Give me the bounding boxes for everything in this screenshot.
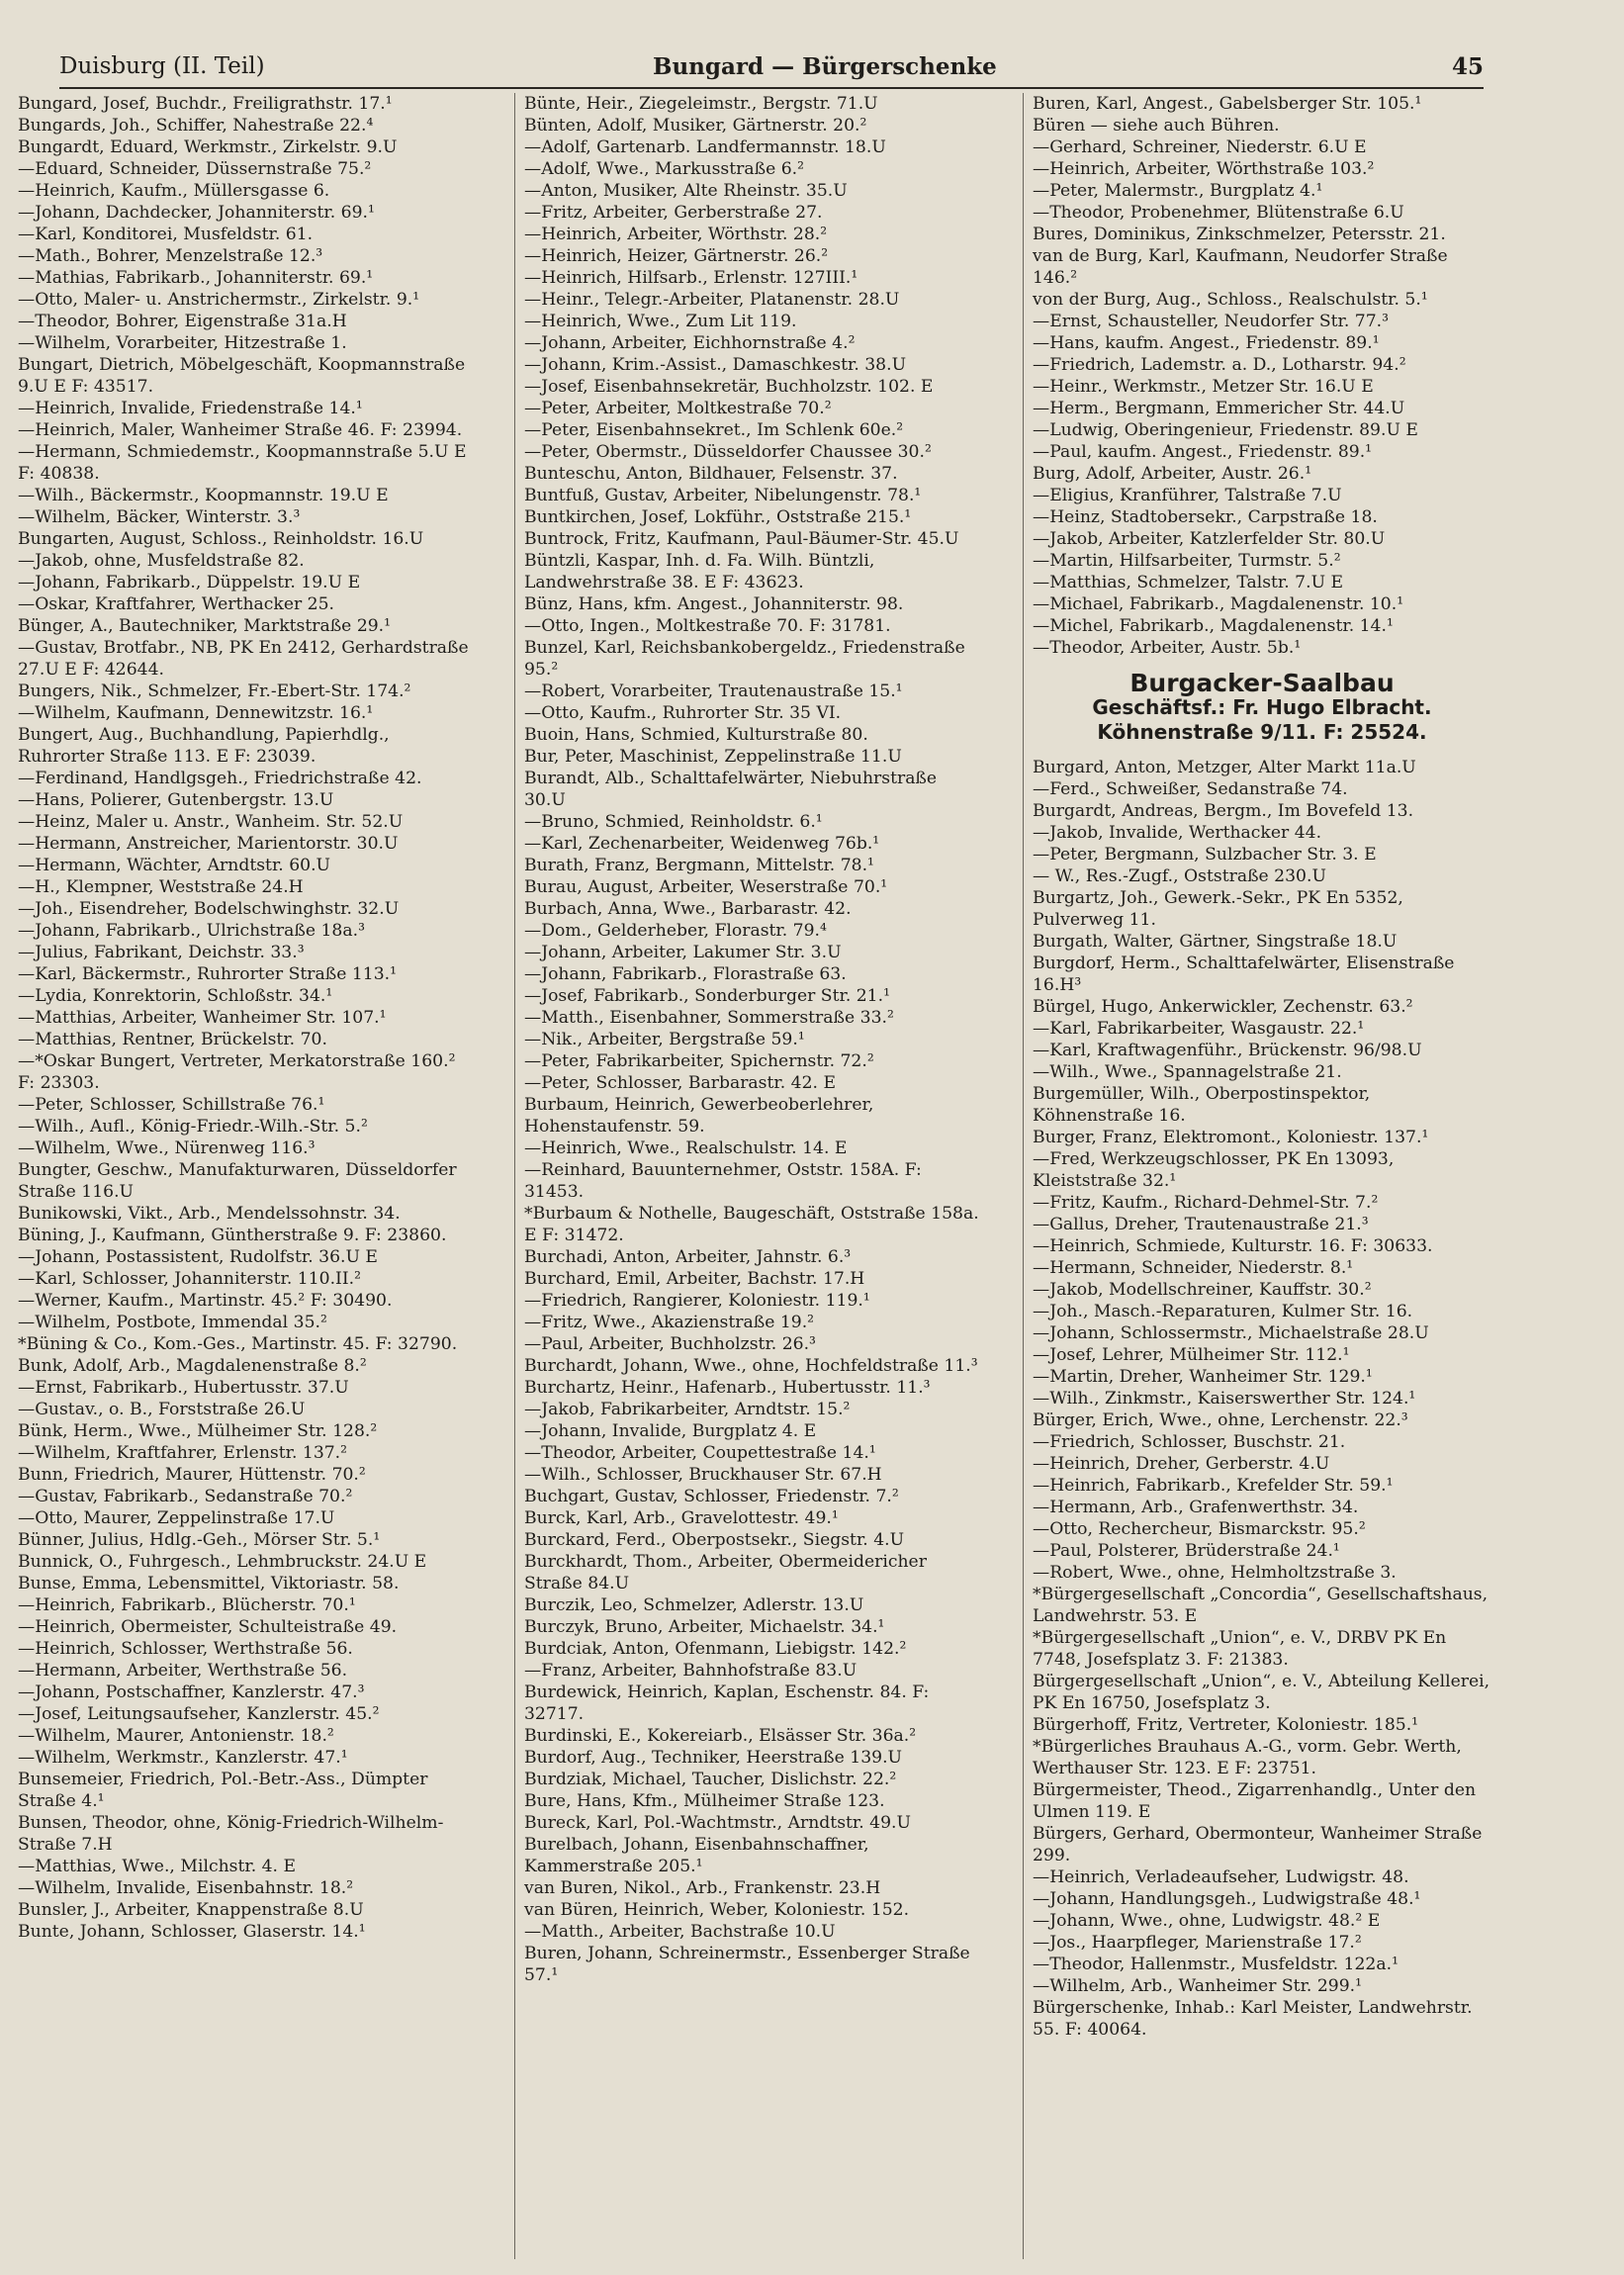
directory-entry: —Johann, Invalide, Burgplatz 4. E (524, 1421, 817, 1441)
directory-entry: —Wilhelm, Arb., Wanheimer Str. 299.¹ (1033, 1976, 1362, 1996)
directory-entry: —Robert, Vorarbeiter, Trautenaustraße 15.¹ (524, 682, 903, 701)
directory-entry: —Wilh., Zinkmstr., Kaiserswerther Str. 124.¹ (1033, 1389, 1416, 1409)
directory-entry: —Peter, Arbeiter, Moltkestraße 70.² (524, 399, 832, 418)
directory-entry: Bunk, Adolf, Arb., Magdalenenstraße 8.² (18, 1356, 367, 1376)
directory-entry: —Heinrich, Fabrikarb., Krefelder Str. 59.¹ (1033, 1476, 1394, 1496)
directory-entry: —Johann, Postassistent, Rudolfstr. 36.U E (18, 1247, 378, 1267)
directory-entry: Bürgerhoff, Fritz, Vertreter, Koloniestr. 185.¹ (1033, 1715, 1419, 1735)
directory-entry: —Wilhelm, Werkmstr., Kanzlerstr. 47.¹ (18, 1748, 348, 1768)
directory-entry: —Eduard, Schneider, Düssernstraße 75.² (18, 159, 372, 179)
directory-entry: —Heinrich, Fabrikarb., Blücherstr. 70.¹ (18, 1595, 356, 1615)
directory-entry: —Wilhelm, Vorarbeiter, Hitzestraße 1. (18, 333, 347, 353)
directory-entry: —Michael, Fabrikarb., Magdalenenstr. 10.¹ (1033, 594, 1404, 614)
directory-entry: —Dom., Gelderheber, Florastr. 79.⁴ (524, 921, 827, 941)
directory-entry: —Heinrich, Dreher, Gerberstr. 4.U (1033, 1454, 1330, 1474)
directory-entry: van Büren, Heinrich, Weber, Koloniestr. 152. (524, 1900, 910, 1920)
directory-entry: —Ferdinand, Handlgsgeh., Friedrichstraße 42. (18, 769, 422, 788)
directory-entry: —Matthias, Rentner, Brückelstr. 70. (18, 1030, 327, 1049)
directory-entry: Bunse, Emma, Lebensmittel, Viktoriastr. 58. (18, 1574, 400, 1593)
directory-entry: Burczyk, Bruno, Arbeiter, Michaelstr. 34.¹ (524, 1617, 885, 1637)
directory-entry: —Hermann, Wächter, Arndtstr. 60.U (18, 856, 331, 875)
directory-entry: —Paul, Arbeiter, Buchholzstr. 26.³ (524, 1334, 816, 1354)
directory-entry: —Otto, Rechercheur, Bismarckstr. 95.² (1033, 1519, 1366, 1539)
directory-entry: —Heinrich, Wwe., Zum Lit 119. (524, 312, 797, 331)
directory-entry: Burger, Franz, Elektromont., Koloniestr. 137.¹ (1033, 1128, 1429, 1147)
directory-entry: —Jakob, ohne, Musfeldstraße 82. (18, 551, 305, 571)
directory-entry: —Matthias, Schmelzer, Talstr. 7.U E (1033, 573, 1344, 592)
directory-entry: Burczik, Leo, Schmelzer, Adlerstr. 13.U (524, 1595, 864, 1615)
header-city: Duisburg (II. Teil) (59, 53, 265, 79)
directory-entry: —Bruno, Schmied, Reinholdstr. 6.¹ (524, 812, 823, 832)
directory-entry: —Matthias, Arbeiter, Wanheimer Str. 107.¹ (18, 1008, 387, 1028)
directory-entry: —Fritz, Wwe., Akazienstraße 19.² (524, 1313, 815, 1332)
directory-entry: Bungards, Joh., Schiffer, Nahestraße 22.⁴ (18, 116, 374, 136)
directory-entry: —Matth., Eisenbahner, Sommerstraße 33.² (524, 1008, 894, 1028)
directory-entry: —Johann, Arbeiter, Eichhornstraße 4.² (524, 333, 856, 353)
directory-entry: Bunn, Friedrich, Maurer, Hüttenstr. 70.² (18, 1465, 366, 1485)
advertisement-block (1033, 671, 1491, 745)
directory-entry: —Joh., Eisendreher, Bodelschwinghstr. 32.U (18, 899, 400, 919)
directory-entry: Burckard, Ferd., Oberpostsekr., Siegstr. 4.U (524, 1530, 905, 1550)
directory-entry: —Ernst, Fabrikarb., Hubertusstr. 37.U (18, 1378, 349, 1398)
block-spacer (1033, 745, 1491, 757)
directory-entry: —Josef, Eisenbahnsekretär, Buchholzstr. 102. E (524, 377, 934, 397)
directory-entry: Bünger, A., Bautechniker, Marktstraße 29.¹ (18, 616, 392, 636)
directory-entry: —Karl, Konditorei, Musfeldstr. 61. (18, 225, 314, 244)
directory-entry: —Karl, Fabrikarbeiter, Wasgaustr. 22.¹ (1033, 1019, 1365, 1039)
directory-entry: —Johann, Handlungsgeh., Ludwigstraße 48.¹ (1033, 1889, 1421, 1909)
directory-entry: —Johann, Arbeiter, Lakumer Str. 3.U (524, 943, 842, 962)
directory-entry: —Matthias, Wwe., Milchstr. 4. E (18, 1857, 297, 1876)
directory-entry: —Theodor, Bohrer, Eigenstraße 31a.H (18, 312, 347, 331)
directory-entry: —Martin, Dreher, Wanheimer Str. 129.¹ (1033, 1367, 1373, 1387)
directory-entry: —Wilhelm, Bäcker, Winterstr. 3.³ (18, 507, 301, 527)
directory-entry: Bur, Peter, Maschinist, Zeppelinstraße 11.U (524, 747, 902, 767)
directory-entry: —Karl, Bäckermstr., Ruhrorter Straße 113.¹ (18, 964, 397, 984)
directory-entry: —Heinrich, Heizer, Gärtnerstr. 26.² (524, 246, 829, 266)
directory-entry: —Hermann, Schneider, Niederstr. 8.¹ (1033, 1258, 1354, 1278)
directory-entry: —Wilhelm, Postbote, Immendal 35.² (18, 1313, 327, 1332)
directory-entry: —Otto, Maler- u. Anstrichermstr., Zirkelstr. 9.¹ (18, 290, 420, 310)
directory-entry: Bungard, Josef, Buchdr., Freiligrathstr. 17.¹ (18, 94, 393, 114)
directory-entry: —Josef, Fabrikarb., Sonderburger Str. 21.¹ (524, 986, 890, 1006)
directory-column-3-upper (1033, 93, 1491, 659)
directory-entry: —Heinz, Maler u. Anstr., Wanheim. Str. 52.U (18, 812, 404, 832)
directory-entry: Burdciak, Anton, Ofenmann, Liebigstr. 142.² (524, 1639, 907, 1659)
directory-entry: —Theodor, Hallenmstr., Musfeldstr. 122a.¹ (1033, 1955, 1398, 1974)
directory-entry: Buntkirchen, Josef, Lokführ., Oststraße 215.¹ (524, 507, 912, 527)
directory-entry: —Werner, Kaufm., Martinstr. 45.² F: 30490. (18, 1291, 393, 1311)
directory-entry: Bürgerschenke, Inhab.: Karl Meister, Landwehrstr. 55. F: 40064. (1033, 1998, 1473, 2040)
directory-entry: Bürgers, Gerhard, Obermonteur, Wanheimer Straße 299. (1033, 1824, 1483, 1866)
directory-entry: —Peter, Obermstr., Düsseldorfer Chaussee 30.² (524, 442, 932, 462)
directory-entry: Buren, Johann, Schreinermstr., Essenberger Straße 57.¹ (524, 1944, 970, 1985)
directory-entry: —Mathias, Fabrikarb., Johanniterstr. 69.¹ (18, 268, 374, 288)
directory-entry: —Wilhelm, Kaufmann, Dennewitzstr. 16.¹ (18, 703, 374, 723)
directory-entry: —Jakob, Arbeiter, Katzlerfelder Str. 80.U (1033, 529, 1386, 549)
directory-entry: van Buren, Nikol., Arb., Frankenstr. 23.H (524, 1878, 881, 1898)
directory-entry: Burgath, Walter, Gärtner, Singstraße 18.U (1033, 932, 1398, 952)
directory-entry: —Peter, Eisenbahnsekret., Im Schlenk 60e.² (524, 420, 904, 440)
directory-entry: von der Burg, Aug., Schloss., Realschulstr. 5.¹ (1033, 290, 1428, 310)
directory-entry: van de Burg, Karl, Kaufmann, Neudorfer Straße 146.² (1033, 246, 1448, 288)
directory-entry: —Jakob, Fabrikarbeiter, Arndtstr. 15.² (524, 1400, 851, 1419)
directory-entry: —Jakob, Invalide, Werthacker 44. (1033, 823, 1322, 843)
directory-entry: Burelbach, Johann, Eisenbahnschaffner, Kammerstraße 205.¹ (524, 1835, 869, 1876)
directory-entry: —Peter, Schlosser, Barbarastr. 42. E (524, 1073, 836, 1093)
ad-address: Köhnenstraße 9/11. F: 25524. (1097, 720, 1427, 744)
directory-entry: —Wilh., Aufl., König-Friedr.-Wilh.-Str. 5.² (18, 1117, 368, 1137)
directory-entry: —Johann, Fabrikarb., Düppelstr. 19.U E (18, 573, 361, 592)
directory-entry: Bünk, Herm., Wwe., Mülheimer Str. 128.² (18, 1421, 378, 1441)
directory-entry: —Heinrich, Kaufm., Müllersgasse 6. (18, 181, 330, 201)
directory-entry: Bünz, Hans, kfm. Angest., Johanniterstr. 98. (524, 594, 904, 614)
directory-entry: —Wilhelm, Kraftfahrer, Erlenstr. 137.² (18, 1443, 348, 1463)
directory-entry: Burchadi, Anton, Arbeiter, Jahnstr. 6.³ (524, 1247, 852, 1267)
directory-entry: Bunikowski, Vikt., Arb., Mendelssohnstr. 34. (18, 1204, 401, 1224)
directory-entry: Büren — siehe auch Bühren. (1033, 116, 1280, 136)
directory-entry: —Michel, Fabrikarb., Magdalenenstr. 14.¹ (1033, 616, 1394, 636)
directory-entry: *Bürgergesellschaft „Concordia“, Gesellschaftshaus, Landwehrstr. 53. E (1033, 1585, 1489, 1626)
directory-entry: —Peter, Schlosser, Schillstraße 76.¹ (18, 1095, 325, 1115)
directory-entry: —Ludwig, Oberingenieur, Friedenstr. 89.U E (1033, 420, 1418, 440)
directory-entry: *Bürgerliches Brauhaus A.-G., vorm. Gebr. Werth, Werthauser Str. 123. E F: 23751. (1033, 1737, 1462, 1778)
directory-entry: Bunteschu, Anton, Bildhauer, Felsenstr. 37. (524, 464, 898, 484)
directory-entry: Burck, Karl, Arb., Gravelottestr. 49.¹ (524, 1508, 839, 1528)
directory-entry: —Johann, Postschaffner, Kanzlerstr. 47.³ (18, 1683, 365, 1702)
directory-entry: —Fritz, Arbeiter, Gerberstraße 27. (524, 203, 823, 223)
directory-entry: Burgdorf, Herm., Schalttafelwärter, Elisenstraße 16.H³ (1033, 954, 1455, 995)
directory-entry: —Fritz, Kaufm., Richard-Dehmel-Str. 7.² (1033, 1193, 1379, 1213)
directory-entry: —Hermann, Anstreicher, Marientorstr. 30.U (18, 834, 399, 854)
directory-entry: Burau, August, Arbeiter, Weserstraße 70.¹ (524, 877, 888, 897)
directory-entry: Bunnick, O., Fuhrgesch., Lehmbruckstr. 24.U E (18, 1552, 427, 1572)
directory-entry: —Otto, Kaufm., Ruhrorter Str. 35 VI. (524, 703, 842, 723)
directory-entry: Bünte, Heir., Ziegeleimstr., Bergstr. 71.U (524, 94, 878, 114)
ad-manager: Geschäftsf.: Fr. Hugo Elbracht. (1092, 695, 1432, 719)
directory-entry: —Wilhelm, Invalide, Eisenbahnstr. 18.² (18, 1878, 354, 1898)
directory-entry: —Johann, Wwe., ohne, Ludwigstr. 48.² E (1033, 1911, 1381, 1931)
directory-entry: Bunsemeier, Friedrich, Pol.-Betr.-Ass., Dümpter Straße 4.¹ (18, 1770, 428, 1811)
directory-entry: —Gustav, Brotfabr., NB, PK En 2412, Gerhardstraße 27.U E F: 42644. (18, 638, 469, 680)
directory-entry: Bunsen, Theodor, ohne, König-Friedrich-Wilhelm-Straße 7.H (18, 1813, 444, 1855)
directory-entry: —Karl, Zechenarbeiter, Weidenweg 76b.¹ (524, 834, 880, 854)
directory-entry: —Heinr., Telegr.-Arbeiter, Platanenstr. 28.U (524, 290, 900, 310)
directory-entry: Burchartz, Heinr., Hafenarb., Hubertusstr. 11.³ (524, 1378, 931, 1398)
directory-entry: —Johann, Krim.-Assist., Damaschkestr. 38.U (524, 355, 907, 375)
directory-entry: —Jakob, Modellschreiner, Kauffstr. 30.² (1033, 1280, 1372, 1300)
directory-entry: Burdziak, Michael, Taucher, Dislichstr. 22.² (524, 1770, 897, 1789)
directory-entry: —Ferd., Schweißer, Sedanstraße 74. (1033, 779, 1348, 799)
directory-entry: Buren, Karl, Angest., Gabelsberger Str. 105.¹ (1033, 94, 1422, 114)
directory-entry: —Hans, kaufm. Angest., Friedenstr. 89.¹ (1033, 333, 1380, 353)
directory-entry: —Friedrich, Lademstr. a. D., Lotharstr. 94.² (1033, 355, 1406, 375)
directory-entry: —Theodor, Arbeiter, Austr. 5b.¹ (1033, 638, 1302, 658)
directory-entry: Buntrock, Fritz, Kaufmann, Paul-Bäumer-Str. 45.U (524, 529, 959, 549)
directory-entry: —Matth., Arbeiter, Bachstraße 10.U (524, 1922, 836, 1942)
directory-entry: Bure, Hans, Kfm., Mülheimer Straße 123. (524, 1791, 885, 1811)
directory-entry: —Heinrich, Wwe., Realschulstr. 14. E (524, 1138, 848, 1158)
directory-entry: —Reinhard, Bauunternehmer, Oststr. 158A. F: 31453. (524, 1160, 922, 1202)
directory-entry: —Wilh., Bäckermstr., Koopmannstr. 19.U E (18, 486, 389, 505)
directory-entry: Burdewick, Heinrich, Kaplan, Eschenstr. 84. F: 32717. (524, 1683, 930, 1724)
directory-entry: —Hans, Polierer, Gutenbergstr. 13.U (18, 790, 334, 810)
directory-entry: Bungardt, Eduard, Werkmstr., Zirkelstr. 9.U (18, 137, 398, 157)
directory-entry: —Peter, Malermstr., Burgplatz 4.¹ (1033, 181, 1323, 201)
directory-entry: —Heinrich, Arbeiter, Wörthstraße 103.² (1033, 159, 1375, 179)
directory-entry: —Johann, Fabrikarb., Ulrichstraße 18a.³ (18, 921, 365, 941)
column-divider (1023, 93, 1024, 2259)
directory-entry: Bungter, Geschw., Manufakturwaren, Düsseldorfer Straße 116.U (18, 1160, 457, 1202)
directory-entry: Buchgart, Gustav, Schlosser, Friedenstr. 7.² (524, 1487, 899, 1506)
directory-entry: Burg, Adolf, Arbeiter, Austr. 26.¹ (1033, 464, 1312, 484)
directory-entry: —Fred, Werkzeugschlosser, PK En 13093, Kleiststraße 32.¹ (1033, 1149, 1395, 1191)
directory-entry: —Johann, Dachdecker, Johanniterstr. 69.¹ (18, 203, 375, 223)
page-number: 45 (1451, 53, 1484, 80)
directory-column-1 (18, 93, 477, 1943)
directory-entry: —Otto, Maurer, Zeppelinstraße 17.U (18, 1508, 335, 1528)
directory-entry: —Math., Bohrer, Menzelstraße 12.³ (18, 246, 323, 266)
directory-entry: Bungarten, August, Schloss., Reinholdstr. 16.U (18, 529, 424, 549)
directory-entry: —Karl, Schlosser, Johanniterstr. 110.II.² (18, 1269, 361, 1289)
directory-entry: —Theodor, Probenehmer, Blütenstraße 6.U (1033, 203, 1404, 223)
directory-column-2 (524, 93, 983, 1986)
directory-entry: —Wilh., Wwe., Spannagelstraße 21. (1033, 1062, 1342, 1082)
directory-entry: Bürgel, Hugo, Ankerwickler, Zechenstr. 63.² (1033, 997, 1413, 1017)
directory-entry: —Johann, Fabrikarb., Florastraße 63. (524, 964, 847, 984)
directory-entry: Bürgergesellschaft „Union“, e. V., Abteilung Kellerei, PK En 16750, Josefsplatz 3. (1033, 1672, 1490, 1713)
directory-column-3 (1033, 93, 1491, 2041)
directory-entry: —Heinrich, Schmiede, Kulturstr. 16. F: 30633. (1033, 1236, 1433, 1256)
directory-entry: *Büning & Co., Kom.-Ges., Martinstr. 45. F: 32790. (18, 1334, 458, 1354)
directory-entry: Bureck, Karl, Pol.-Wachtmstr., Arndtstr. 49.U (524, 1813, 911, 1833)
directory-entry: Bungart, Dietrich, Möbelgeschäft, Koopmannstraße 9.U E F: 43517. (18, 355, 466, 397)
directory-entry: —Karl, Kraftwagenführ., Brückenstr. 96/98.U (1033, 1041, 1422, 1060)
directory-entry: Burgard, Anton, Metzger, Alter Markt 11a.U (1033, 758, 1416, 777)
directory-entry: *Burbaum & Nothelle, Baugeschäft, Oststraße 158a. E F: 31472. (524, 1204, 979, 1245)
directory-entry: —Julius, Fabrikant, Deichstr. 33.³ (18, 943, 305, 962)
directory-entry: —Josef, Lehrer, Mülheimer Str. 112.¹ (1033, 1345, 1350, 1365)
directory-entry: Burdinski, E., Kokereiarb., Elsässer Str. 36a.² (524, 1726, 917, 1746)
directory-entry: Buoin, Hans, Schmied, Kulturstraße 80. (524, 725, 868, 745)
header-range: Bungard — Bürgerschenke (653, 53, 997, 80)
directory-entry: Burckhardt, Thom., Arbeiter, Obermeidericher Straße 84.U (524, 1552, 927, 1593)
ad-title: Burgacker-Saalbau (1129, 669, 1395, 697)
directory-entry: Burandt, Alb., Schalttafelwärter, Niebuhrstraße 30.U (524, 769, 938, 810)
directory-entry: —Heinz, Stadtobersekr., Carpstraße 18. (1033, 507, 1378, 527)
directory-entry: —Wilhelm, Maurer, Antonienstr. 18.² (18, 1726, 334, 1746)
directory-entry: —Robert, Wwe., ohne, Helmholtzstraße 3. (1033, 1563, 1397, 1583)
directory-entry: —Franz, Arbeiter, Bahnhofstraße 83.U (524, 1661, 857, 1681)
directory-entry: —Wilh., Schlosser, Bruckhauser Str. 67.H (524, 1465, 882, 1485)
directory-entry: —Martin, Hilfsarbeiter, Turmstr. 5.² (1033, 551, 1341, 571)
column-divider (514, 93, 515, 2259)
directory-entry: —Heinrich, Obermeister, Schulteistraße 49. (18, 1617, 398, 1637)
directory-entry: Bunzel, Karl, Reichsbankobergeldz., Friedenstraße 95.² (524, 638, 965, 680)
page-header (59, 47, 1484, 89)
directory-entry: —Adolf, Wwe., Markusstraße 6.² (524, 159, 805, 179)
directory-entry: —Johann, Schlossermstr., Michaelstraße 28.U (1033, 1323, 1429, 1343)
directory-entry: —Nik., Arbeiter, Bergstraße 59.¹ (524, 1030, 805, 1049)
directory-entry: —Heinr., Werkmstr., Metzer Str. 16.U E (1033, 377, 1374, 397)
directory-column-3-lower (1033, 757, 1491, 2041)
directory-entry: —Lydia, Konrektorin, Schloßstr. 34.¹ (18, 986, 333, 1006)
directory-entry: Bürger, Erich, Wwe., ohne, Lerchenstr. 22.³ (1033, 1410, 1408, 1430)
directory-entry: Bürgermeister, Theod., Zigarrenhandlg., Unter den Ulmen 119. E (1033, 1780, 1477, 1822)
directory-entry: Burdorf, Aug., Techniker, Heerstraße 139.U (524, 1748, 903, 1768)
directory-entry: —Heinrich, Hilfsarb., Erlenstr. 127III.¹ (524, 268, 858, 288)
directory-entry: —Friedrich, Rangierer, Koloniestr. 119.¹ (524, 1291, 870, 1311)
directory-entry: Burgardt, Andreas, Bergm., Im Bovefeld 13. (1033, 801, 1414, 821)
directory-entry: —H., Klempner, Weststraße 24.H (18, 877, 304, 897)
directory-entry: Bures, Dominikus, Zinkschmelzer, Petersstr. 21. (1033, 225, 1446, 244)
directory-entry: Burath, Franz, Bergmann, Mittelstr. 78.¹ (524, 856, 874, 875)
directory-entry: —Anton, Musiker, Alte Rheinstr. 35.U (524, 181, 848, 201)
directory-entry: —Peter, Fabrikarbeiter, Spichernstr. 72.² (524, 1051, 874, 1071)
directory-entry: —Hermann, Arbeiter, Werthstraße 56. (18, 1661, 348, 1681)
directory-entry: —Ernst, Schausteller, Neudorfer Str. 77.³ (1033, 312, 1389, 331)
directory-entry: Burgemüller, Wilh., Oberpostinspektor, Köhnenstraße 16. (1033, 1084, 1371, 1126)
directory-entry: —Joh., Masch.-Reparaturen, Kulmer Str. 16. (1033, 1302, 1413, 1321)
directory-entry: —Heinrich, Verladeaufseher, Ludwigstr. 48. (1033, 1867, 1409, 1887)
directory-entry: —Hermann, Schmiedemstr., Koopmannstraße 5.U E F: 40838. (18, 442, 467, 484)
directory-entry: Bungers, Nik., Schmelzer, Fr.-Ebert-Str. 174.² (18, 682, 411, 701)
directory-entry: —Theodor, Arbeiter, Coupettestraße 14.¹ (524, 1443, 876, 1463)
directory-entry: Burbaum, Heinrich, Gewerbeoberlehrer, Hohenstaufenstr. 59. (524, 1095, 874, 1137)
directory-entry: —Eligius, Kranführer, Talstraße 7.U (1033, 486, 1342, 505)
directory-entry: Bunsler, J., Arbeiter, Knappenstraße 8.U (18, 1900, 364, 1920)
directory-entry: —Wilhelm, Wwe., Nürenweg 116.³ (18, 1138, 316, 1158)
directory-entry: Burgartz, Joh., Gewerk.-Sekr., PK En 5352, Pulverweg 11. (1033, 888, 1403, 930)
directory-entry: —*Oskar Bungert, Vertreter, Merkatorstraße 160.² F: 23303. (18, 1051, 456, 1093)
directory-entry: Burbach, Anna, Wwe., Barbarastr. 42. (524, 899, 852, 919)
directory-entry: —Gerhard, Schreiner, Niederstr. 6.U E (1033, 137, 1367, 157)
directory-entry: Büntzli, Kaspar, Inh. d. Fa. Wilh. Büntzli, Landwehrstraße 38. E F: 43623. (524, 551, 875, 592)
directory-entry: —Adolf, Gartenarb. Landfermannstr. 18.U (524, 137, 886, 157)
directory-entry: Bünner, Julius, Hdlg.-Geh., Mörser Str. 5.¹ (18, 1530, 381, 1550)
directory-entry: — W., Res.-Zugf., Oststraße 230.U (1033, 866, 1326, 886)
directory-entry: —Peter, Bergmann, Sulzbacher Str. 3. E (1033, 845, 1377, 864)
directory-entry: Burchardt, Johann, Wwe., ohne, Hochfeldstraße 11.³ (524, 1356, 978, 1376)
directory-entry: —Herm., Bergmann, Emmericher Str. 44.U (1033, 399, 1405, 418)
directory-entry: Bungert, Aug., Buchhandlung, Papierhdlg., Ruhrorter Straße 113. E F: 23039. (18, 725, 390, 767)
directory-entry: —Hermann, Arb., Grafenwerthstr. 34. (1033, 1498, 1359, 1517)
directory-entry: —Josef, Leitungsaufseher, Kanzlerstr. 45.² (18, 1704, 380, 1724)
directory-entry: —Heinrich, Schlosser, Werthstraße 56. (18, 1639, 353, 1659)
directory-entry: Burchard, Emil, Arbeiter, Bachstr. 17.H (524, 1269, 865, 1289)
directory-entry: —Jos., Haarpfleger, Marienstraße 17.² (1033, 1933, 1362, 1953)
directory-entry: —Heinrich, Invalide, Friedenstraße 14.¹ (18, 399, 363, 418)
directory-entry: Bünten, Adolf, Musiker, Gärtnerstr. 20.² (524, 116, 867, 136)
directory-entry: —Gustav, Fabrikarb., Sedanstraße 70.² (18, 1487, 353, 1506)
directory-entry: —Heinrich, Maler, Wanheimer Straße 46. F: 23994. (18, 420, 463, 440)
directory-entry: —Oskar, Kraftfahrer, Werthacker 25. (18, 594, 335, 614)
directory-entry: —Heinrich, Arbeiter, Wörthstr. 28.² (524, 225, 828, 244)
directory-entry: —Otto, Ingen., Moltkestraße 70. F: 31781. (524, 616, 891, 636)
directory-entry: —Gallus, Dreher, Trautenaustraße 21.³ (1033, 1215, 1369, 1234)
directory-entry: —Paul, kaufm. Angest., Friedenstr. 89.¹ (1033, 442, 1373, 462)
directory-entry: *Bürgergesellschaft „Union“, e. V., DRBV PK En 7748, Josefsplatz 3. F: 21383. (1033, 1628, 1447, 1670)
directory-entry: Büning, J., Kaufmann, Güntherstraße 9. F: 23860. (18, 1226, 447, 1245)
directory-entry: Buntfuß, Gustav, Arbeiter, Nibelungenstr. 78.¹ (524, 486, 922, 505)
directory-entry: —Friedrich, Schlosser, Buschstr. 21. (1033, 1432, 1346, 1452)
directory-entry: —Paul, Polsterer, Brüderstraße 24.¹ (1033, 1541, 1340, 1561)
directory-entry: Bunte, Johann, Schlosser, Glaserstr. 14.¹ (18, 1922, 366, 1942)
directory-entry: —Gustav., o. B., Forststraße 26.U (18, 1400, 306, 1419)
